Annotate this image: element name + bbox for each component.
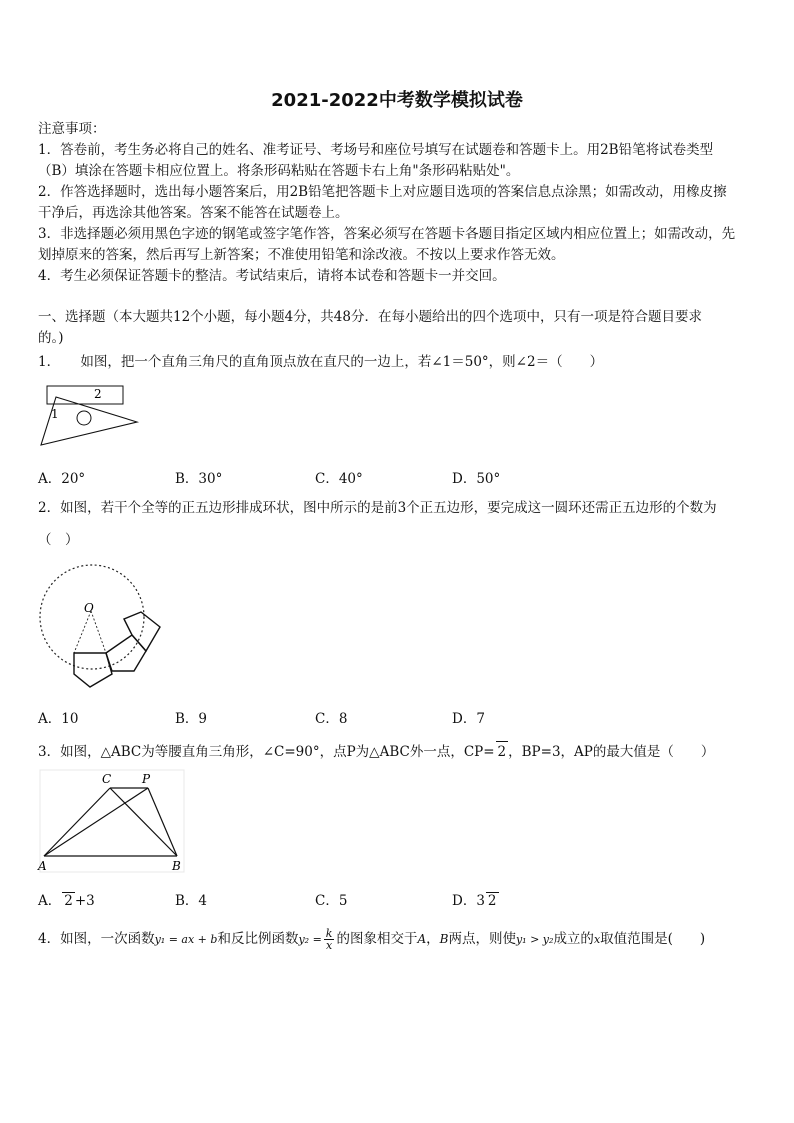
q4-text: 和反比例函数 bbox=[217, 931, 299, 947]
q4-text: ， bbox=[426, 931, 440, 947]
q3-option-d-prefix: D．3 bbox=[452, 893, 485, 909]
question-3-text bbox=[38, 741, 760, 763]
notice-line: 干净后，再选涂其他答案。答案不能答在试题卷上。 bbox=[38, 205, 349, 221]
q3-option-d-sqrt: 2 bbox=[487, 893, 497, 909]
notice-line: 3．非选择题必须用黑色字迹的钢笔或签字笔作答，答案必须写在答题卡各题目指定区域内相应位置上；如需改动，先 bbox=[38, 226, 736, 242]
question-2-figure bbox=[38, 560, 164, 690]
notice-line: （B）填涂在答题卡相应位置上。将条形码粘贴在答题卡右上角"条形码粘贴处"。 bbox=[38, 163, 520, 179]
section-heading: 一、选择题（本大题共12个小题，每小题4分，共48分．在每小题给出的四个选项中，只有一项是符合题目要求 bbox=[38, 309, 702, 325]
triangle-hole bbox=[77, 411, 91, 425]
q4-text: 4．如图，一次函数 bbox=[38, 931, 155, 947]
q2-option-d[interactable]: D．7 bbox=[452, 711, 485, 727]
pentagon-2 bbox=[106, 635, 146, 671]
q2-option-c[interactable]: C．8 bbox=[315, 711, 348, 727]
notice-line: 2．作答选择题时，选出每小题答案后，用2B铅笔把答题卡上对应题目选项的答案信息点涂黑；如需改动，用橡皮擦 bbox=[38, 184, 727, 200]
question-4-text bbox=[38, 926, 760, 953]
ruler-shape bbox=[47, 386, 123, 404]
angle-2-label: 2 bbox=[94, 387, 102, 401]
notice-line: 划掉原来的答案，然后再写上新答案；不准使用铅笔和涂改液。不按以上要求作答无效。 bbox=[38, 247, 565, 263]
section-heading-cont: 的。) bbox=[38, 330, 64, 346]
q3-text-b: ，BP=3，AP的最大值是（ ） bbox=[508, 744, 715, 760]
q4-inverse-function: y₂ = bbox=[298, 933, 322, 946]
q3-option-a-suffix: +3 bbox=[74, 893, 95, 909]
vertex-c-label: C bbox=[102, 772, 112, 786]
q1-option-c[interactable]: C．40° bbox=[315, 471, 363, 487]
q3-option-d[interactable] bbox=[452, 889, 499, 909]
q3-option-c[interactable]: C．5 bbox=[315, 893, 348, 909]
q3-option-a-prefix: A． bbox=[38, 893, 62, 909]
center-o-label: O bbox=[84, 601, 94, 615]
q4-point-b: B bbox=[439, 932, 449, 946]
pentagon-1 bbox=[74, 653, 112, 687]
q3-text-a: 3．如图，△ABC为等腰直角三角形，∠C=90°，点P为△ABC外一点，CP= bbox=[38, 744, 495, 760]
angle-1-label: 1 bbox=[51, 407, 59, 421]
q4-text: 两点，则使 bbox=[448, 931, 516, 947]
q1-option-a[interactable]: A．20° bbox=[38, 471, 86, 487]
q4-fraction bbox=[324, 928, 335, 951]
question-1-figure bbox=[38, 383, 142, 449]
question-1-text: 1． 如图，把一个直角三角尺的直角顶点放在直尺的一边上，若∠1＝50°，则∠2＝（ ） bbox=[38, 354, 604, 370]
q3-option-a-sqrt: 2 bbox=[64, 893, 73, 909]
notice-line: 1．答卷前，考生务必将自己的姓名、准考证号、考场号和座位号填写在试题卷和答题卡上。用2B铅笔将试卷类型 bbox=[38, 142, 714, 158]
notice-line: 4．考生必须保证答题卡的整洁。考试结束后，请将本试卷和答题卡一并交回。 bbox=[38, 268, 506, 284]
vertex-p-label: P bbox=[142, 772, 151, 786]
radius-line bbox=[74, 611, 91, 653]
q3-option-b[interactable]: B．4 bbox=[175, 893, 208, 909]
exam-title: 2021-2022中考数学模拟试卷 bbox=[271, 90, 523, 111]
question-2-text: 2．如图，若干个全等的正五边形排成环状，图中所示的是前3个正五边形，要完成这一圆环还需正五边形的个数为 bbox=[38, 500, 717, 516]
notice-heading: 注意事项： bbox=[38, 121, 106, 137]
q4-linear-function: y₁ = ax + b bbox=[154, 933, 218, 946]
q4-point-a: A bbox=[417, 932, 427, 946]
q2-option-a[interactable]: A．10 bbox=[38, 711, 79, 727]
vertex-b-label: B bbox=[172, 859, 181, 873]
q3-sqrt: 2 bbox=[496, 741, 509, 763]
q4-variable-x: x bbox=[593, 933, 601, 946]
q4-inequality: y₁ > y₂ bbox=[515, 933, 554, 946]
q2-option-b[interactable]: B．9 bbox=[175, 711, 208, 727]
q4-fraction-denominator: x bbox=[326, 939, 333, 952]
q4-text: 取值范围是( ) bbox=[600, 931, 706, 947]
q4-fraction-numerator: k bbox=[325, 927, 333, 940]
q1-option-d[interactable]: D．50° bbox=[452, 471, 501, 487]
q3-option-a[interactable] bbox=[38, 889, 95, 909]
vertex-a-label: A bbox=[38, 859, 47, 873]
question-2-paren: （ ） bbox=[38, 532, 79, 548]
radius-line bbox=[91, 611, 106, 653]
question-3-figure bbox=[36, 768, 186, 874]
q4-text: 成立的 bbox=[553, 931, 594, 947]
q1-option-b[interactable]: B．30° bbox=[175, 471, 223, 487]
q4-text: 的图象相交于 bbox=[336, 931, 418, 947]
